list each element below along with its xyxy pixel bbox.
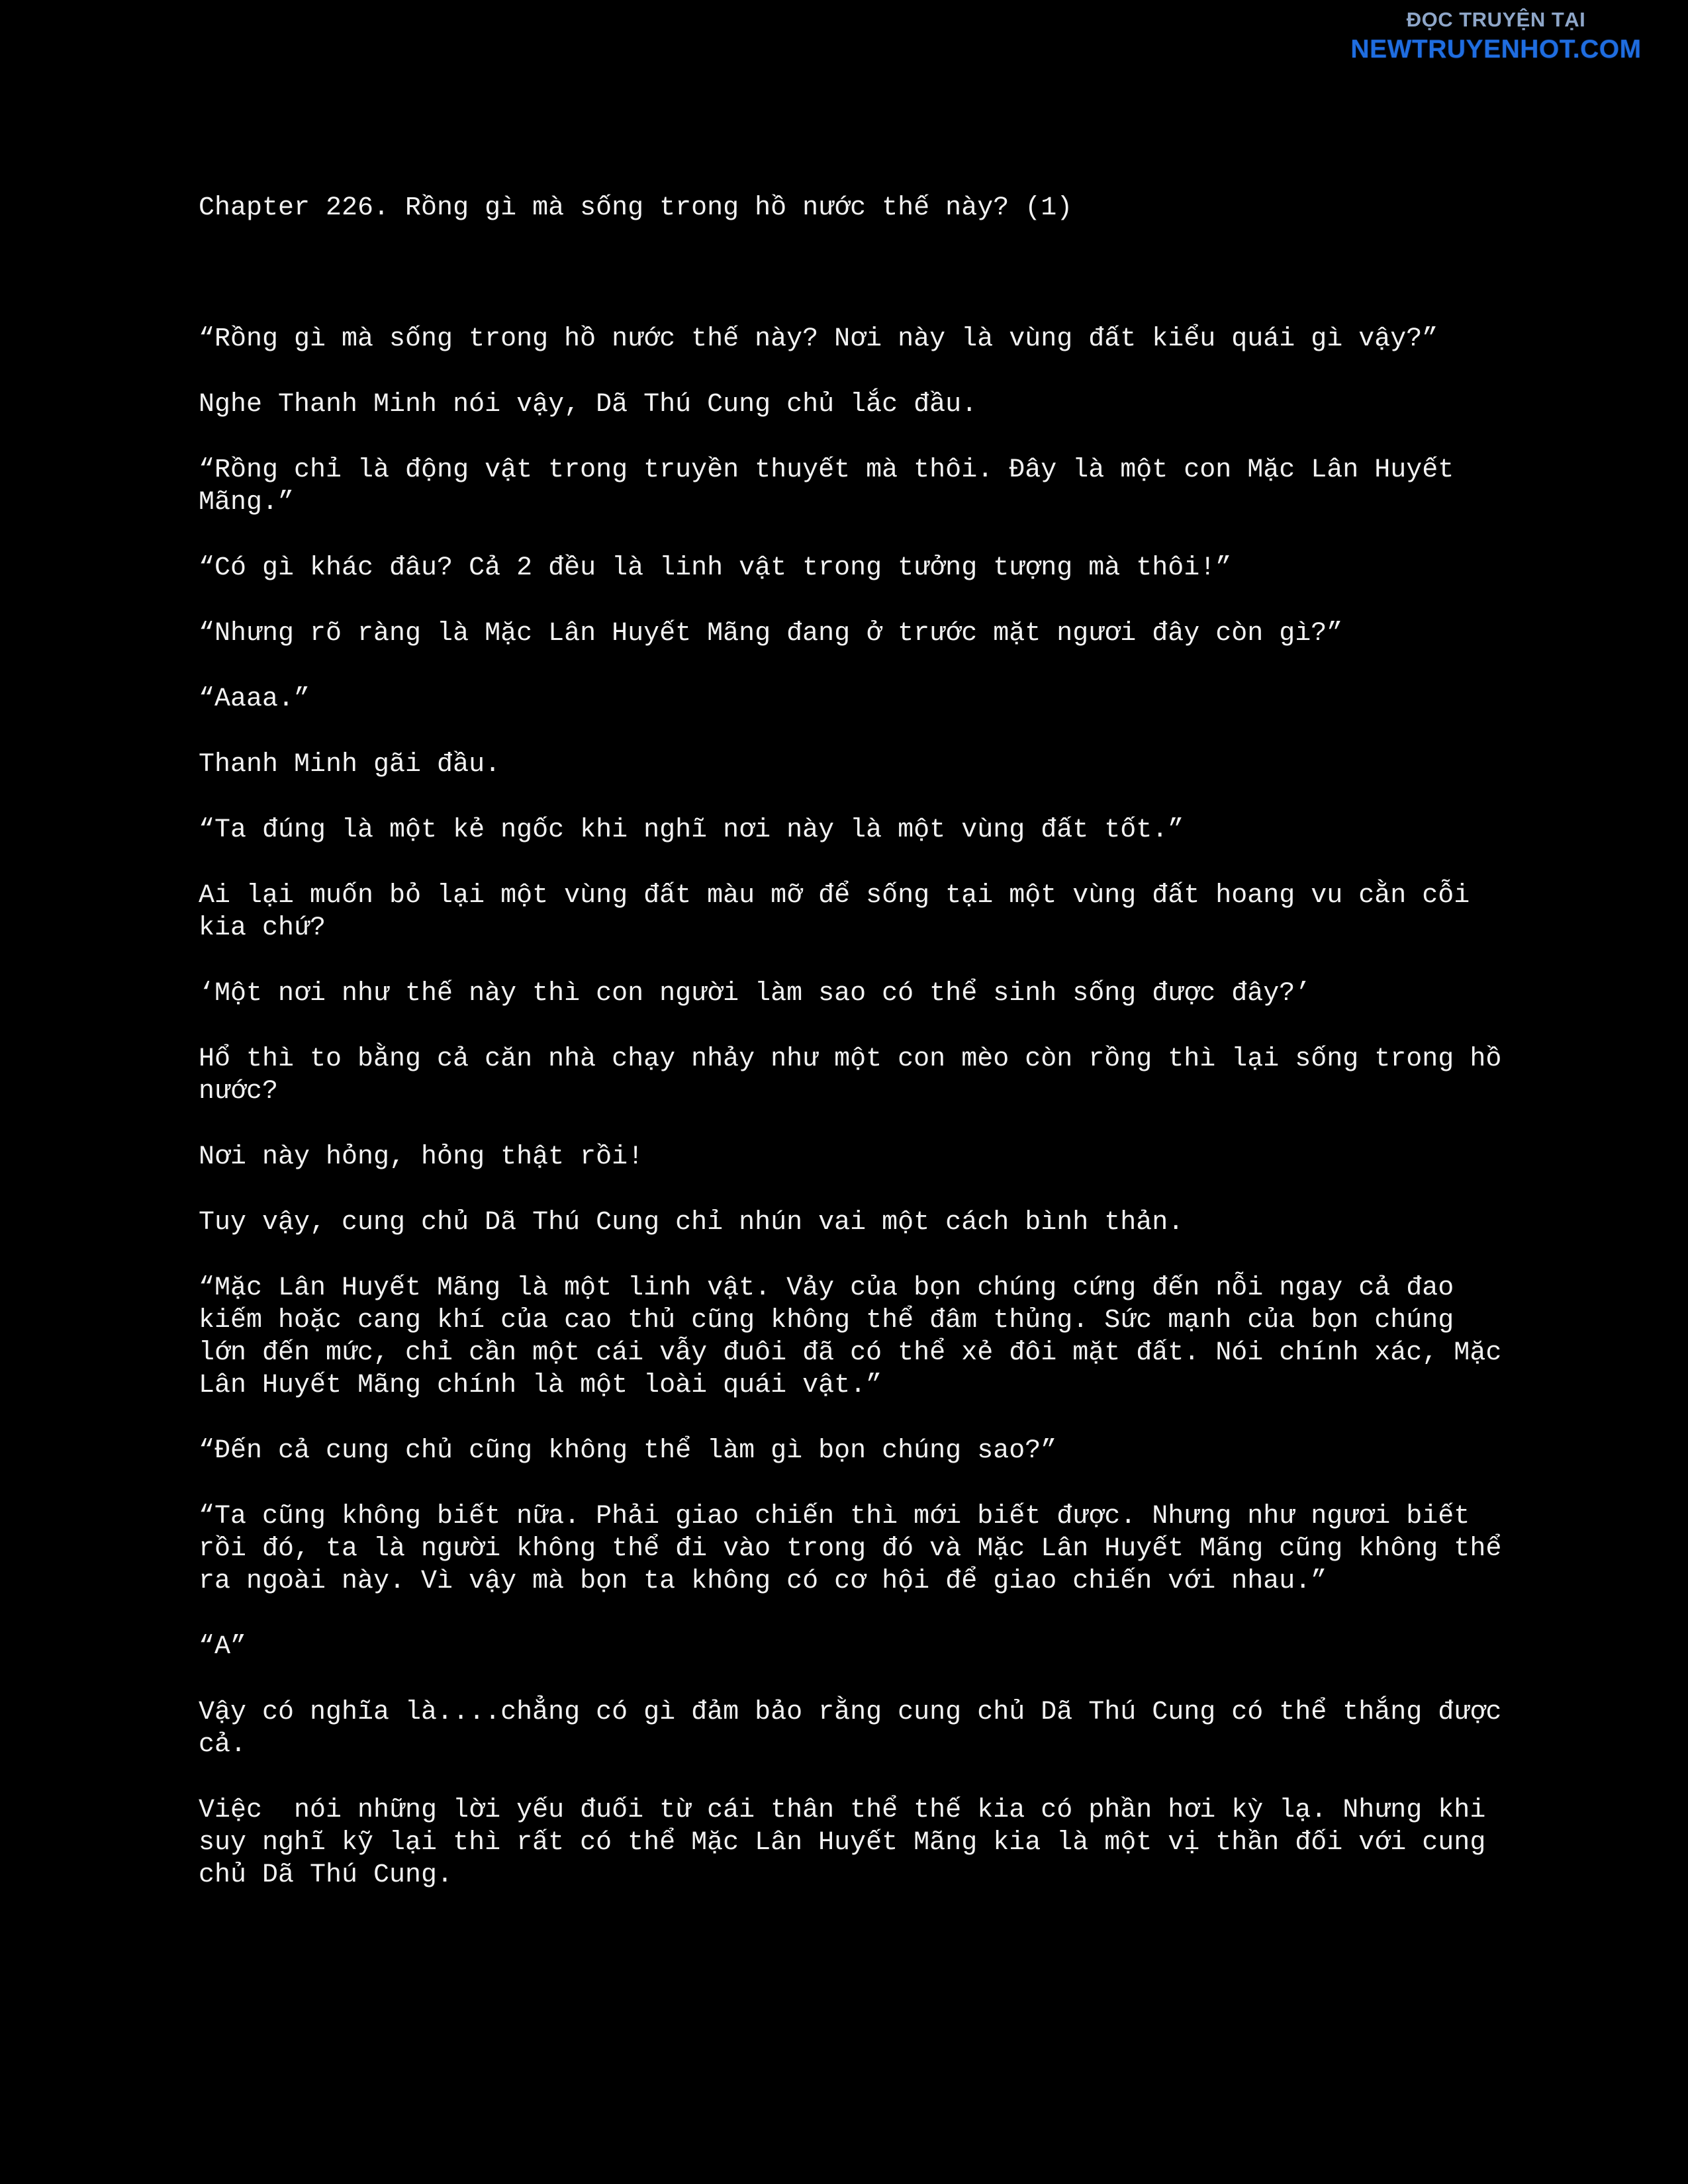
paragraph-4: “Có gì khác đâu? Cả 2 đều là linh vật trong tưởng tượng mà thôi!” — [199, 553, 1232, 583]
paragraph-12: Nơi này hỏng, hỏng thật rồi! — [199, 1142, 644, 1172]
paragraph-18: Vậy có nghĩa là....chẳng có gì đảm bảo rằng cung chủ Dã Thú Cung có thể thắng được cả. — [199, 1698, 1518, 1760]
paragraph-7: Thanh Minh gãi đầu. — [199, 750, 501, 780]
paragraph-16: “Ta cũng không biết nữa. Phải giao chiến thì mới biết được. Nhưng như ngươi biết rồi đó, ta là người không thể đi vào trong đó và Mặc Lân Huyết Mãng cũng không thể ra ngoài này. Vì vậy mà bọn ta không có cơ hội để giao chiến với nhau.” — [199, 1502, 1518, 1596]
paragraph-5: “Nhưng rõ ràng là Mặc Lân Huyết Mãng đang ở trước mặt ngươi đây còn gì?” — [199, 619, 1343, 649]
paragraph-8: “Ta đúng là một kẻ ngốc khi nghĩ nơi này là một vùng đất tốt.” — [199, 815, 1184, 845]
paragraph-2: Nghe Thanh Minh nói vậy, Dã Thú Cung chủ lắc đầu. — [199, 390, 978, 420]
paragraph-6: “Aaaa.” — [199, 684, 310, 714]
paragraph-10: ‘Một nơi như thế này thì con người làm sao có thể sinh sống được đây?’ — [199, 979, 1311, 1009]
site-watermark — [1324, 9, 1668, 62]
paragraph-3: “Rồng chỉ là động vật trong truyền thuyết mà thôi. Đây là một con Mặc Lân Huyết Mãng.” — [199, 455, 1470, 518]
chapter-page — [199, 192, 1518, 1925]
paragraph-15: “Đến cả cung chủ cũng không thể làm gì bọn chúng sao?” — [199, 1436, 1057, 1466]
chapter-title: Chapter 226. Rồng gì mà sống trong hồ nước thế này? (1) — [199, 193, 1073, 223]
watermark-site-name: NEWTRUYENHOT.COM — [1350, 35, 1642, 64]
paragraph-17: “A” — [199, 1632, 247, 1662]
watermark-tagline: ĐỌC TRUYỆN TẠI — [1406, 8, 1586, 31]
paragraph-9: Ai lại muốn bỏ lại một vùng đất màu mỡ để sống tại một vùng đất hoang vu cằn cỗi kia chứ? — [199, 881, 1486, 943]
paragraph-14: “Mặc Lân Huyết Mãng là một linh vật. Vảy của bọn chúng cứng đến nỗi ngay cả đao kiếm hoặc cang khí của cao thủ cũng không thể đâm thủng. Sức mạnh của bọn chúng lớn đến mức, chỉ cần một cái vẫy đuôi đã có thể xẻ đôi mặt đất. Nói chính xác, Mặc Lân Huyết Mãng chính là một loài quái vật.” — [199, 1273, 1518, 1400]
paragraph-1: “Rồng gì mà sống trong hồ nước thế này? Nơi này là vùng đất kiểu quái gì vậy?” — [199, 324, 1438, 354]
paragraph-19: Việc nói những lời yếu đuối từ cái thân thể thế kia có phần hơi kỳ lạ. Nhưng khi suy nghĩ kỹ lại thì rất có thể Mặc Lân Huyết Mãng kia là một vị thần đối với cung chủ Dã Thú Cung. — [199, 1796, 1502, 1890]
paragraph-11: Hổ thì to bằng cả căn nhà chạy nhảy như một con mèo còn rồng thì lại sống trong hồ nước? — [199, 1044, 1518, 1107]
paragraph-13: Tuy vậy, cung chủ Dã Thú Cung chỉ nhún vai một cách bình thản. — [199, 1208, 1184, 1238]
